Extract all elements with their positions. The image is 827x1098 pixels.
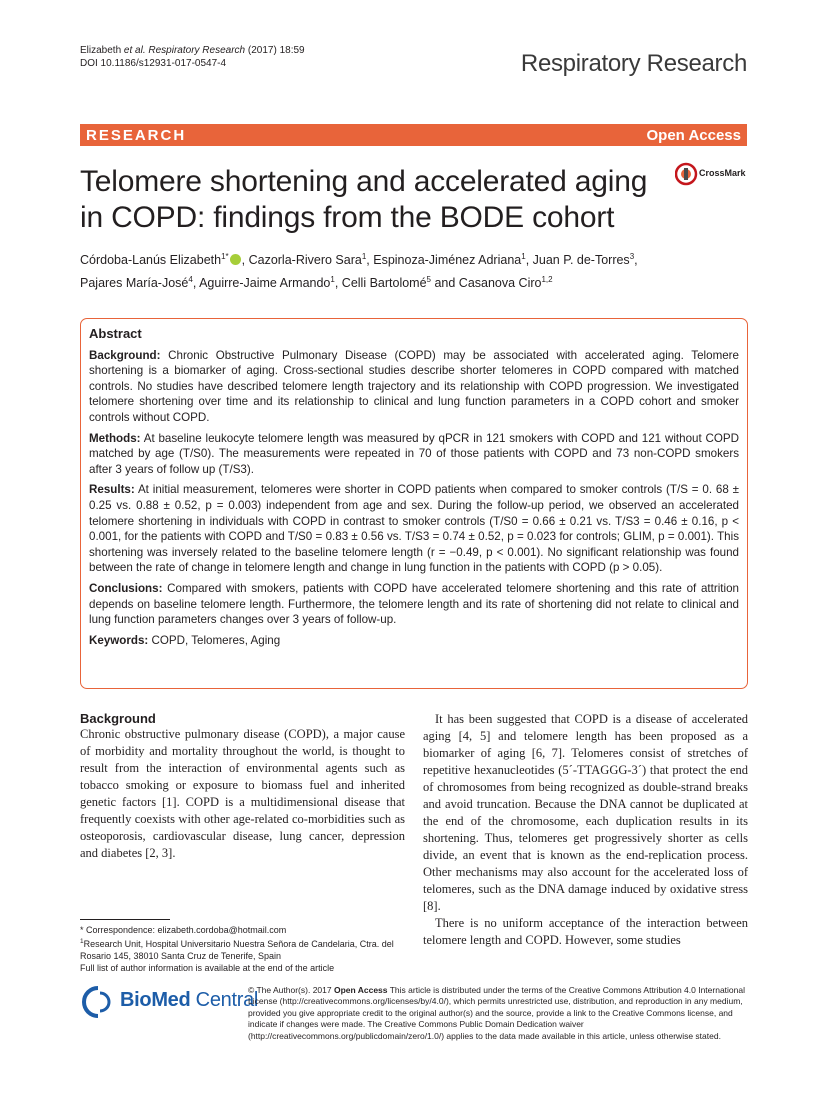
body-right-column	[423, 711, 748, 949]
section-heading: Background	[80, 711, 156, 726]
body-left-column	[80, 711, 405, 862]
citation-journal: Respiratory Research	[148, 45, 246, 56]
author-affiliation-sup: 4	[188, 275, 193, 285]
footnotes	[80, 924, 410, 974]
author-name: , Aguirre-Jaime Armando	[192, 276, 331, 291]
abstract-section-text: COPD, Telomeres, Aging	[148, 633, 281, 647]
author-name: , Cazorla-Rivero Sara	[241, 253, 362, 268]
doi[interactable]: DOI 10.1186/s12931-017-0547-4	[80, 58, 227, 69]
abstract-section-label: Methods:	[89, 431, 141, 445]
body-paragraph: Chronic obstructive pulmonary disease (COPD), a major cause of morbidity and mortality throughout the world, is thought to result from the interaction of environmental agents such as tobacco smoking or exposure to biomass fuel and inherited genetic factors [1]. COPD is a multidimensional disease that frequently coexists with other age-related co-morbidities such as osteoporosis, cardiovascular disease, lung cancer, depression and diabetes [2, 3].	[80, 727, 405, 860]
author-line-1	[80, 247, 750, 270]
author-name: and Casanova Ciro	[431, 276, 542, 291]
license-text	[248, 985, 748, 1042]
copyright-prefix: © The Author(s). 2017	[248, 985, 334, 995]
author-name: Córdoba-Lanús Elizabeth	[80, 253, 222, 268]
open-access-label: Open Access	[646, 127, 741, 144]
abstract-section-text: At initial measurement, telomeres were shorter in COPD patients when compared to smoker controls (T/S = 0. 68 ± 0.25 vs. 0.88 ± 0.52, p = 0.003) independent from age and sex. During the follow-up period, we observed an accelerated telomere shortening in individuals with COPD in contrast to smoker controls (T/S0 = 0.66 ± 0.21 vs. T/S3 = 0.46 ± 0.16, p < 0.001, for the patients with COPD and T/S0 = 0.83 ± 0.56 vs. T/S3 = 0.74 ± 0.52, p = 0.023 for controls; GLIM, p = 0.001). This shortening was inversely related to the baseline telomere length (r = −0.49, p < 0.001). No significant relationship was found between the rate of change in telomere length and change in lung function in the patients with COPD (p > 0.05).	[89, 483, 739, 575]
title-line-1: Telomere shortening and accelerated aging	[80, 165, 648, 198]
abstract-methods	[89, 431, 739, 478]
citation-etal: et al.	[123, 45, 146, 56]
author-affiliation-sup: 1,2	[541, 275, 553, 285]
biomed-central-logo-icon	[80, 985, 116, 1019]
abstract-section-text: Chronic Obstructive Pulmonary Disease (COPD) may be associated with accelerated aging. Telomere shortening is a biomarker of aging. Cross-sectional studies describe shorter telomeres in COPD compared with matched controls. No studies have described telomere length trajectory and its relationship with COPD progression. We investigated telomere shortening over time and its relationship to clinical and lung function parameters in a COPD cohort and smoker controls without COPD.	[89, 348, 739, 424]
logo-regular-text: Central	[190, 989, 259, 1011]
abstract-heading: Abstract	[89, 326, 142, 341]
research-banner	[80, 124, 747, 146]
author-affiliation-sup: 5	[426, 275, 431, 285]
author-name: , Celli Bartolomé	[334, 276, 427, 291]
crossmark-badge[interactable]	[675, 162, 755, 186]
author-affiliation-sup: 1*	[221, 252, 229, 261]
affiliation-sup: 1	[80, 938, 84, 945]
abstract-box	[80, 318, 748, 689]
crossmark-label: CrossMark	[699, 168, 746, 178]
abstract-section-label: Background:	[89, 348, 161, 362]
journal-name: Respiratory Research	[520, 50, 747, 77]
author-affiliation-sup: 1	[521, 252, 526, 261]
abstract-keywords	[89, 633, 739, 649]
logo-bold-text: BioMed	[120, 989, 191, 1011]
author-info-note: Full list of author information is available at the end of the article	[80, 963, 335, 973]
affiliation-note	[80, 936, 410, 962]
abstract-background	[89, 348, 739, 426]
citation-year-volume: (2017) 18:59	[247, 45, 305, 56]
body-paragraph: There is no uniform acceptance of the interaction between telomere length and COPD. However, some studies	[423, 916, 748, 947]
article-type-label: RESEARCH	[86, 127, 187, 144]
footnote-divider	[80, 919, 170, 920]
abstract-section-label: Keywords:	[89, 633, 149, 647]
citation-authors: Elizabeth	[80, 45, 122, 56]
article-title	[80, 164, 670, 236]
author-affiliation-sup: 1	[330, 275, 335, 285]
author-line-2	[80, 270, 750, 293]
author-separator: ,	[634, 253, 638, 268]
biomed-central-logo	[120, 989, 258, 1012]
correspondence-note[interactable]: * Correspondence: elizabeth.cordoba@hotmail.com	[80, 925, 287, 935]
orcid-icon[interactable]	[230, 254, 241, 265]
affiliation-text: Research Unit, Hospital Universitario Nuestra Señora de Candelaria, Ctra. del Rosario 145, 38010 Santa Cruz de Tenerife, Spain	[80, 939, 394, 961]
author-list	[80, 247, 750, 293]
abstract-conclusions	[89, 581, 739, 628]
author-affiliation-sup: 1	[361, 252, 367, 261]
author-name: Pajares María-José	[80, 276, 189, 291]
license-open-access: Open Access	[333, 985, 388, 995]
abstract-section-label: Conclusions:	[89, 581, 163, 595]
abstract-section-text: Compared with smokers, patients with COPD have accelerated telomere shortening and this rate of attrition depends on baseline telomere length. Furthermore, the telomere length and its rate of shortening did not relate to clinical and lung function parameters changes over 3 years of follow-up.	[89, 581, 739, 627]
title-line-2: in COPD: findings from the BODE cohort	[80, 201, 615, 234]
license-body: This article is distributed under the terms of the Creative Commons Attribution 4.0 International License (http://creativecommons.org/licenses/by/4.0/), which permits unrestricted use, distribution, and reproduction in any medium, provided you give appropriate credit to the original author(s) and the source, provide a link to the Creative Commons license, and indicate if changes were made. The Creative Commons Public Domain Dedication waiver (http://creativecommons.org/publicdomain/zero/1.0/) applies to the data made available in this article, unless otherwise stated.	[248, 985, 746, 1041]
body-paragraph: It has been suggested that COPD is a disease of accelerated aging [4, 5] and telomere length has been proposed as a biomarker of aging [6, 7]. Telomeres consist of stretches of repetitive hexanucleotides (5´-TTAGGG-3´) that protect the end of chromosomes from being recognized as double-strand breaks and avoid truncation. Because the DNA cannot be duplicated at the end of the chromosome, each duplication results in its shortening. Thus, telomeres get progressively shorter as cells divide, an event that is known as the end-replication process. Other mechanisms may also account for the accelerated loss of telomeres, such as the DNA damage induced by oxidative stress [8].	[423, 712, 748, 913]
abstract-section-text: At baseline leukocyte telomere length was measured by qPCR in 121 smokers with COPD and 121 without COPD matched by age (T/S0). The measurements were repeated in 70 of those patients with COPD and 73 non-COPD smokers after 3 years of follow up (T/S3).	[89, 431, 739, 476]
author-name: , Juan P. de-Torres	[525, 253, 630, 268]
author-affiliation-sup: 3	[629, 252, 635, 261]
abstract-section-label: Results:	[89, 483, 135, 497]
abstract-results	[89, 482, 739, 576]
citation-header	[80, 44, 305, 70]
author-name: , Espinoza-Jiménez Adriana	[366, 253, 522, 268]
citation-line	[80, 44, 305, 57]
